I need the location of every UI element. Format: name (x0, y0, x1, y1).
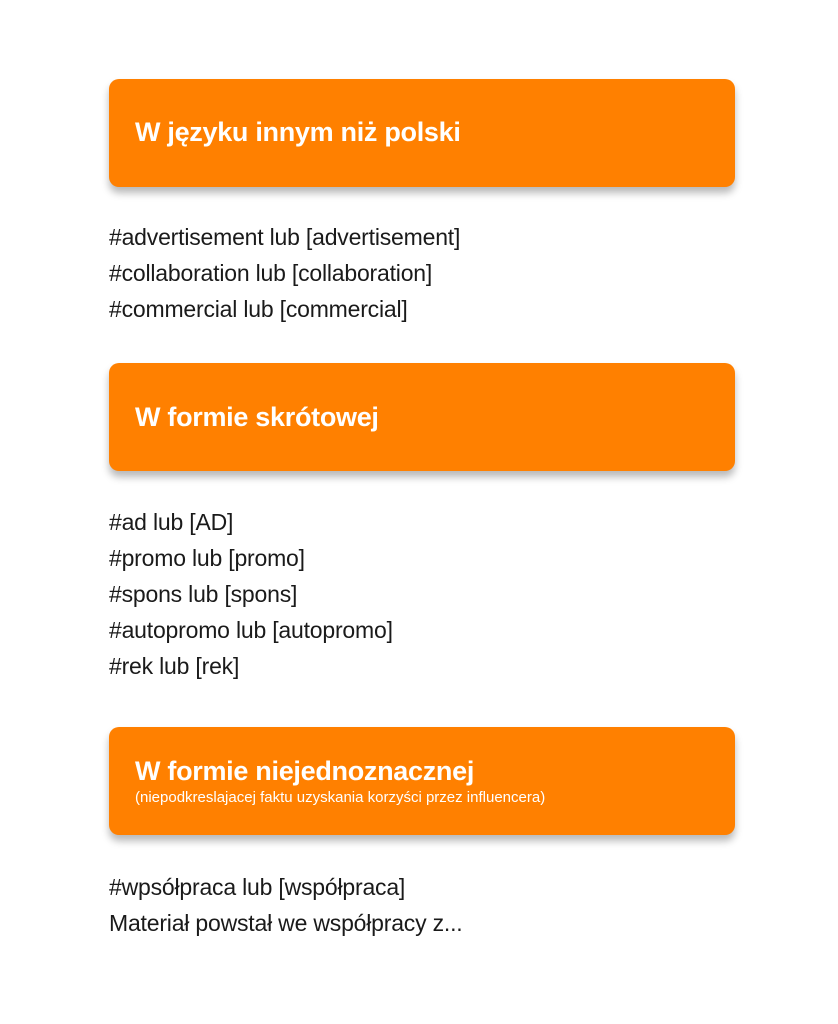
list-item: #promo lub [promo] (109, 545, 305, 571)
list-item: #autopromo lub [autopromo] (109, 617, 393, 643)
section-title: W formie niejednoznacznej (135, 756, 475, 786)
list-item: #ad lub [AD] (109, 509, 234, 535)
section-header-foreign-language (109, 79, 735, 187)
hashtag-list-foreign-language (109, 219, 460, 327)
section-title: W języku innym niż polski (135, 117, 461, 147)
list-item: #spons lub [spons] (109, 581, 298, 607)
hashtag-list-ambiguous (109, 869, 462, 941)
section-header-ambiguous (109, 727, 735, 835)
section-subtitle: (niepodkreslajacej faktu uzyskania korzyści przez influencera) (135, 789, 546, 806)
section-title: W formie skrótowej (135, 402, 379, 432)
list-item: Materiał powstał we współpracy z... (109, 910, 463, 936)
list-item: #wpsółpraca lub [współpraca] (109, 874, 406, 900)
section-header-abbreviated (109, 363, 735, 471)
hashtag-list-abbreviated (109, 504, 393, 684)
list-item: #commercial lub [commercial] (109, 296, 408, 322)
list-item: #rek lub [rek] (109, 653, 240, 679)
list-item: #advertisement lub [advertisement] (109, 224, 461, 250)
list-item: #collaboration lub [collaboration] (109, 260, 433, 286)
